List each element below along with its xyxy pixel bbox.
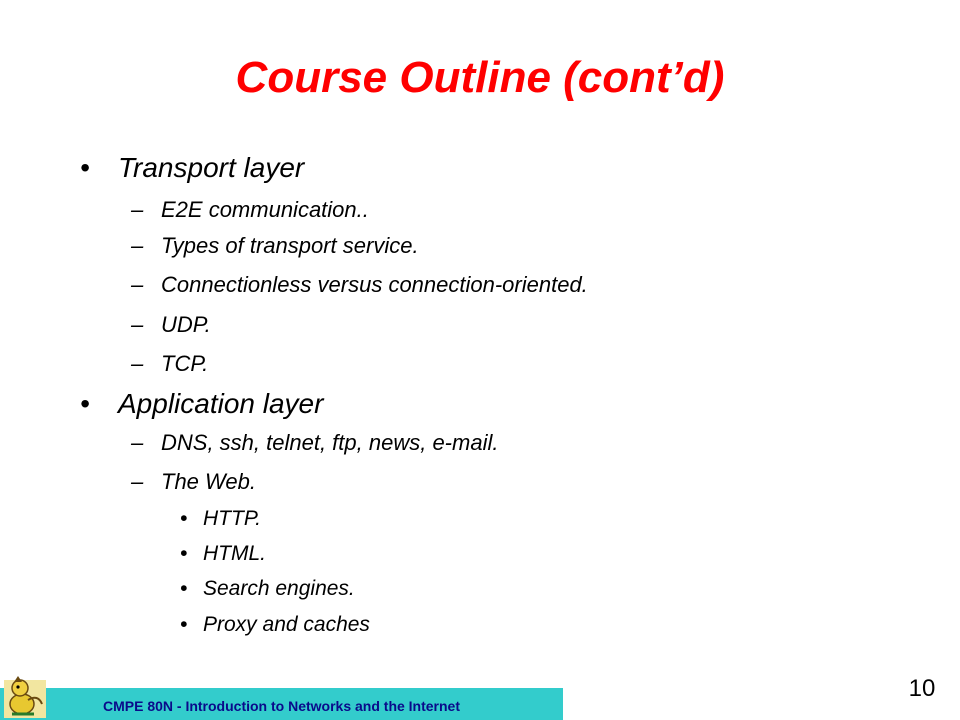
sub-item-text: TCP. — [161, 351, 209, 376]
sub-item-text: The Web. — [161, 469, 256, 494]
footer-course-title: CMPE 80N - Introduction to Networks and the Internet — [102, 698, 461, 714]
sub-item-text: Types of transport service. — [161, 233, 419, 258]
dash-marker: – — [131, 233, 144, 258]
sub-item-text: Connectionless versus connection-oriented. — [161, 272, 588, 297]
bullet-marker: • — [180, 613, 188, 636]
slide-title: Course Outline (cont’d) — [235, 53, 725, 102]
sub-item-text: UDP. — [161, 312, 211, 337]
dash-marker: – — [131, 430, 144, 455]
bullet-marker: • — [180, 507, 188, 530]
sub-item — [131, 232, 419, 260]
sub-sub-item — [180, 612, 370, 638]
sub-item — [131, 468, 256, 496]
sub-sub-item — [180, 541, 266, 567]
dash-marker: – — [131, 197, 144, 222]
sub-item — [131, 271, 588, 299]
bullet-text: Transport layer — [118, 152, 305, 183]
bullet-marker: • — [80, 152, 90, 183]
sub-sub-item — [180, 576, 355, 602]
bullet-text: Application layer — [118, 388, 324, 419]
sub-item-text: E2E communication.. — [161, 197, 369, 222]
sub-item — [131, 196, 369, 224]
page-number: 10 — [908, 675, 936, 702]
bullet-item-application-layer — [80, 387, 323, 421]
sub-sub-item-text: HTTP. — [203, 507, 261, 530]
dash-marker: – — [131, 272, 144, 297]
sub-item — [131, 429, 498, 457]
sub-item — [131, 311, 211, 339]
sub-item — [131, 350, 208, 378]
bullet-marker: • — [180, 577, 188, 600]
sub-item-text: DNS, ssh, telnet, ftp, news, e-mail. — [161, 430, 499, 455]
dash-marker: – — [131, 469, 144, 494]
dash-marker: – — [131, 312, 144, 337]
sub-sub-item — [180, 506, 261, 532]
sub-sub-item-text: HTML. — [203, 542, 266, 565]
bullet-marker: • — [180, 542, 188, 565]
bullet-marker: • — [80, 388, 90, 419]
sub-sub-item-text: Proxy and caches — [203, 613, 370, 636]
dash-marker: – — [131, 351, 144, 376]
cartoon-character-logo-icon — [4, 674, 46, 718]
bullet-item-transport-layer — [80, 151, 304, 185]
sub-sub-item-text: Search engines. — [203, 577, 355, 600]
